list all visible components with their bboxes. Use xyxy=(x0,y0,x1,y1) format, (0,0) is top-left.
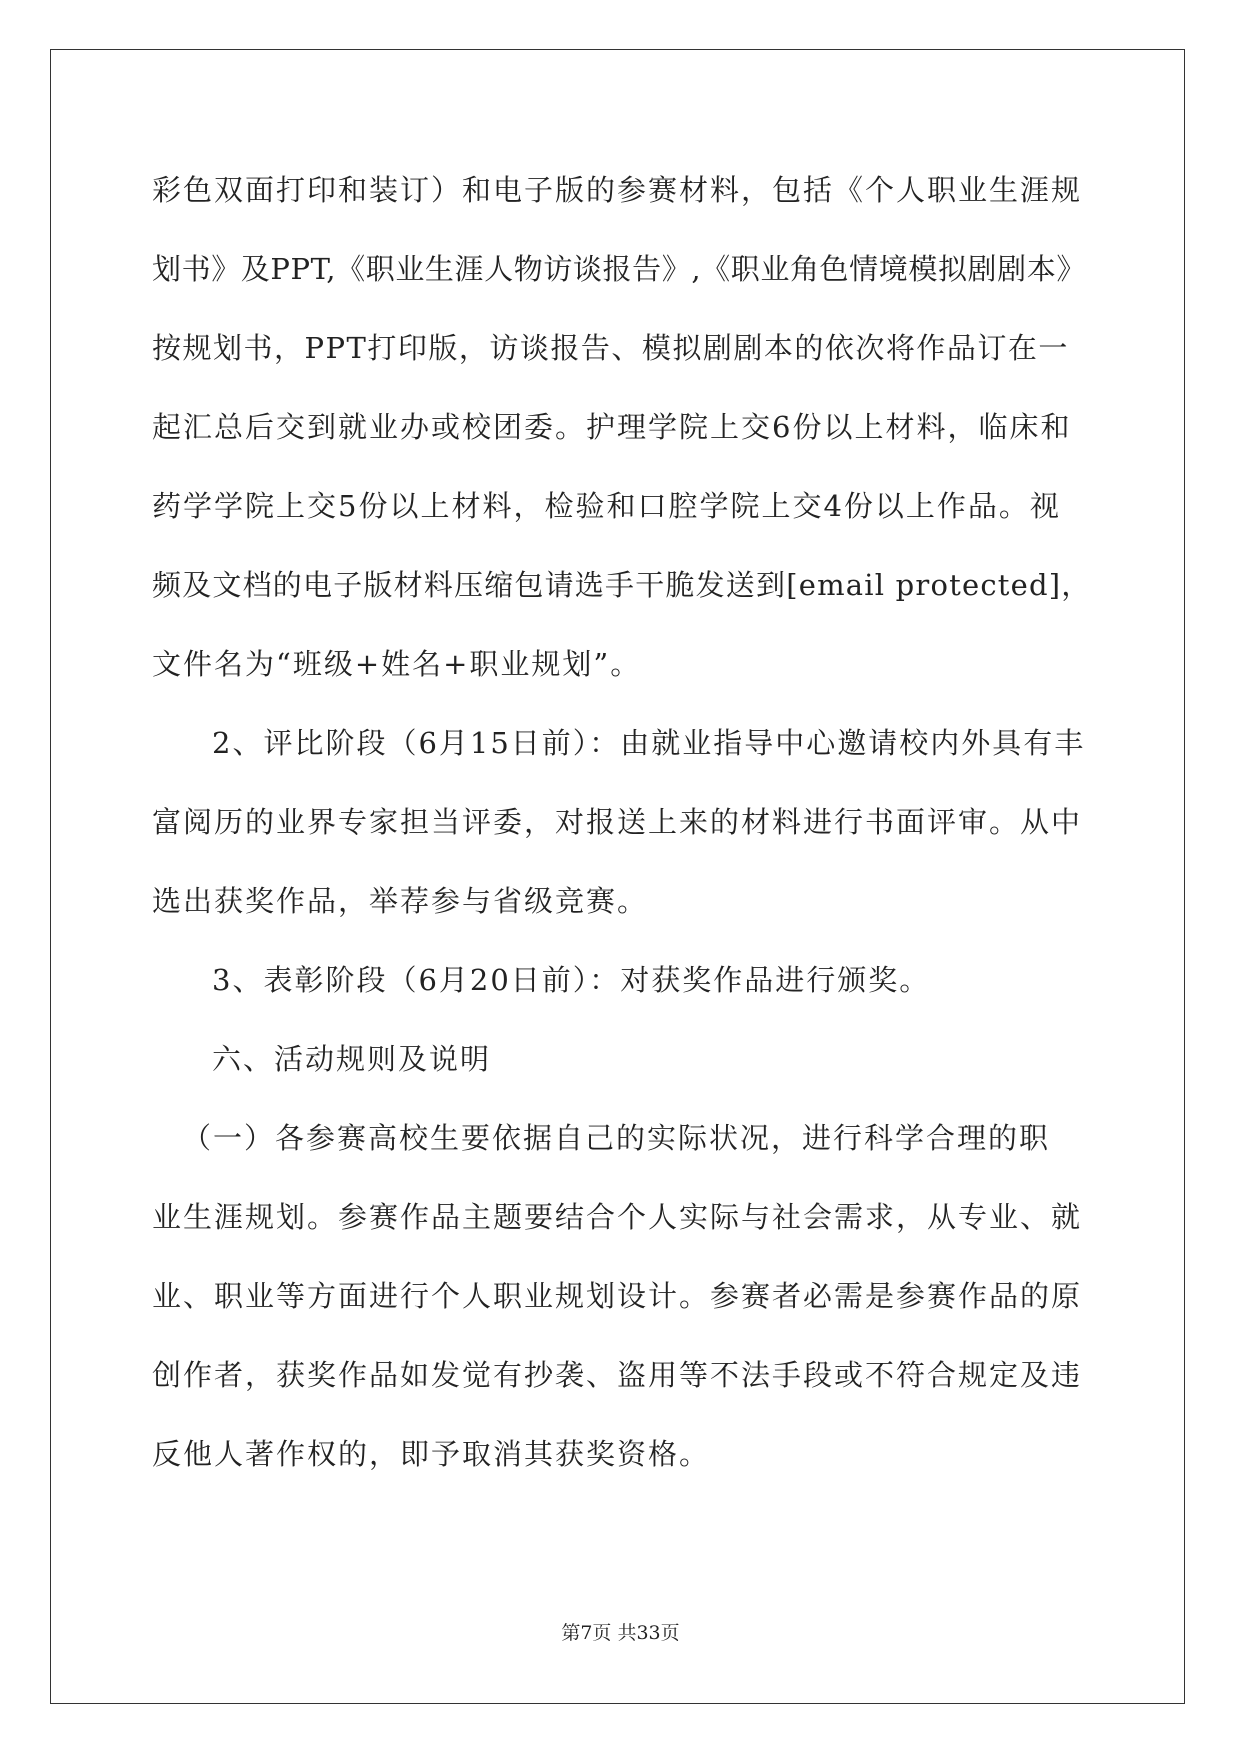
body-line: 药学学院上交5份以上材料，检验和口腔学院上交4份以上作品。视 xyxy=(152,489,1061,523)
page-number-footer: 第7页 共33页 xyxy=(561,1622,680,1644)
body-line: 选出获奖作品，举荐参与省级竞赛。 xyxy=(152,884,649,918)
body-line: 业生涯规划。参赛作品主题要结合个人实际与社会需求，从专业、就 xyxy=(152,1200,1083,1234)
body-line: 富阅历的业界专家担当评委，对报送上来的材料进行书面评审。从中 xyxy=(152,805,1083,839)
body-line-indented: 2、评比阶段（6月15日前）：由就业指导中心邀请校内外具有丰 xyxy=(212,726,1086,760)
body-line-indented: 3、表彰阶段（6月20日前）：对获奖作品进行颁奖。 xyxy=(212,963,931,997)
body-line-indented: （一）各参赛高校生要依据自己的实际状况，进行科学合理的职 xyxy=(182,1121,1051,1155)
body-line: 频及文档的电子版材料压缩包请选手干脆发送到[email protected]， xyxy=(152,568,1092,602)
body-line: 划书》及PPT,《职业生涯人物访谈报告》,《职业角色情境模拟剧剧本》 xyxy=(152,252,1086,286)
body-line: 反他人著作权的，即予取消其获奖资格。 xyxy=(152,1437,711,1471)
body-line: 业、职业等方面进行个人职业规划设计。参赛者必需是参赛作品的原 xyxy=(152,1279,1083,1313)
body-line: 文件名为“班级+姓名+职业规划”。 xyxy=(152,647,642,681)
body-line: 创作者，获奖作品如发觉有抄袭、盗用等不法手段或不符合规定及违 xyxy=(152,1358,1083,1392)
body-line: 起汇总后交到就业办或校团委。护理学院上交6份以上材料，临床和 xyxy=(152,410,1072,444)
section-heading: 六、活动规则及说明 xyxy=(212,1042,492,1076)
body-line: 按规划书，PPT打印版，访谈报告、模拟剧剧本的依次将作品订在一 xyxy=(152,331,1069,365)
body-line: 彩色双面打印和装订）和电子版的参赛材料，包括《个人职业生涯规 xyxy=(152,173,1083,207)
